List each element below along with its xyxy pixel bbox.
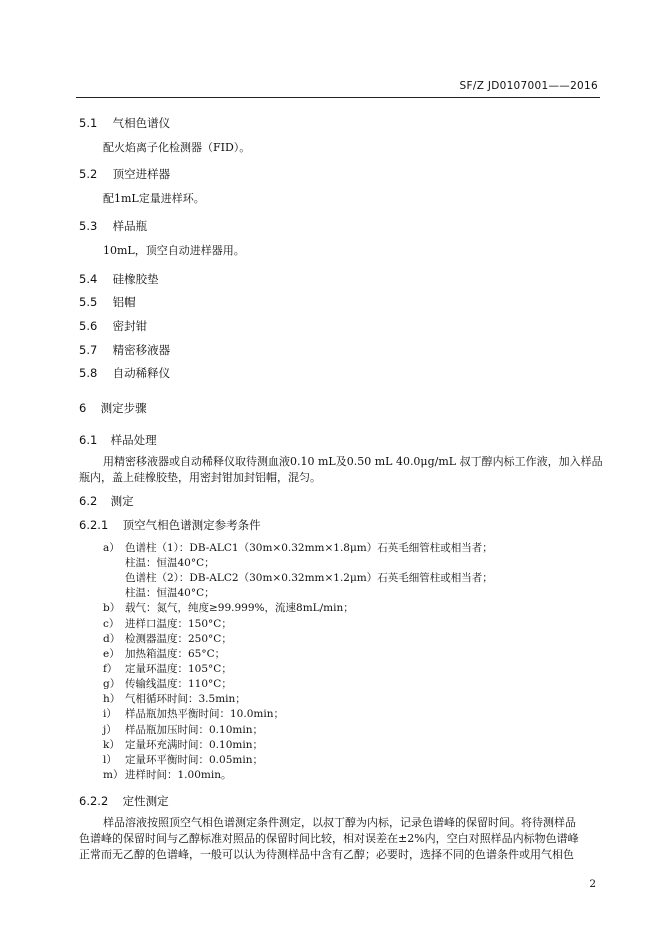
condition-item-c [103,617,232,632]
section-title: 密封钳 [112,319,148,333]
section-title: 顶空气相色谱测定参考条件 [122,518,261,532]
item-label: i） [103,708,117,720]
heading-5-7 [79,342,170,358]
heading-6-2-1 [79,517,261,533]
item-label: j） [103,724,117,736]
item-text: 进样时间：1.00min。 [125,769,232,781]
item-text: 加热箱温度：65°C； [125,648,226,660]
paragraph-line: 用精密移液器或自动稀释仪取待测血液0.10 mL及0.50 mL 40.0μg/mL 叔丁醇内标工作液，加入样品 [103,455,603,468]
condition-item-l [103,753,263,768]
section-title: 自动稀释仪 [112,366,171,380]
item-text: 色谱柱（1）：DB-ALC1（30m×0.32mm×1.8μm）石英毛细管柱或相当者； [125,542,493,554]
section-body: 配火焰离子化检测器（FID）。 [103,141,251,154]
heading-5-1 [79,115,170,131]
section-body: 配1mL定量进样环。 [103,192,205,205]
page-number: 2 [589,878,596,890]
section-number: 5.1 [79,116,98,130]
item-label: h） [103,693,121,705]
section-number: 5.3 [79,219,98,233]
heading-5-8 [79,365,170,381]
section-title: 气相色谱仪 [112,116,171,130]
item-label: c） [103,618,120,630]
section-title: 铝帽 [112,295,136,309]
condition-item-j [103,723,263,738]
condition-item-k [103,738,263,753]
condition-item-h [103,692,246,707]
section-number: 5.5 [79,295,98,309]
condition-item-a [103,541,493,556]
item-label: a） [103,542,120,554]
item-text: 载气：氮气，纯度≥99.999%，流速8mL/min； [125,602,354,614]
item-label: b） [103,602,121,614]
item-text: 定量环平衡时间：0.05min； [125,754,263,766]
condition-item-e [103,647,225,662]
item-text: 定量环充满时间：0.10min； [125,739,263,751]
item-text: 定量环温度：105°C； [125,663,232,675]
item-label: l） [103,754,117,766]
item-text: 样品瓶加压时间：0.10min； [125,724,263,736]
condition-item-g [103,677,232,692]
heading-5-6 [79,318,147,334]
section-number: 6.1 [79,433,98,447]
item-text: 传输线温度：110°C； [125,678,232,690]
section-title: 测定 [110,494,134,508]
section-number: 6.2.1 [79,518,109,532]
condition-subline: 柱温：恒温40°C； [125,587,215,599]
section-number: 5.7 [79,343,98,357]
section-title: 样品处理 [110,433,157,447]
condition-item-i [103,707,284,722]
heading-5-5 [79,294,136,310]
section-title: 样品瓶 [112,219,148,233]
condition-subline: 柱温：恒温40°C； [125,557,215,569]
section-title: 顶空进样器 [112,167,171,181]
item-text: 进样口温度：150°C； [125,618,232,630]
item-label: d） [103,633,121,645]
paragraph-line: 瓶内，盖上硅橡胶垫，用密封钳加封铝帽，混匀。 [79,471,321,484]
heading-6-2 [79,493,134,509]
section-number: 5.4 [79,272,98,286]
heading-6 [79,400,147,416]
condition-subline: 色谱柱（2）：DB-ALC2（30m×0.32mm×1.2μm）石英毛细管柱或相当者； [125,572,493,584]
section-number: 6.2 [79,494,98,508]
section-number: 6.2.2 [79,794,109,808]
item-text: 样品瓶加热平衡时间：10.0min； [125,708,284,720]
header-rule [76,97,600,98]
condition-item-m [103,768,231,783]
heading-5-4 [79,271,159,287]
item-label: f） [103,663,118,675]
heading-5-2 [79,166,170,182]
paragraph-line: 样品溶液按照顶空气相色谱测定条件测定，以叔丁醇为内标，记录色谱峰的保留时间。将待测样品 [103,816,576,829]
paragraph-line: 正常而无乙醇的色谱峰，一般可以认为待测样品中含有乙醇；必要时，选择不同的色谱条件或用气相色 [79,848,574,861]
section-number: 5.8 [79,366,98,380]
paragraph-sample-processing [79,454,603,486]
heading-5-3 [79,218,147,234]
item-label: g） [103,678,121,690]
document-code: SF/Z JD0107001——2016 [459,80,598,92]
section-title: 测定步骤 [100,401,147,415]
item-label: e） [103,648,120,660]
condition-item-f [103,662,232,677]
item-label: k） [103,739,120,751]
heading-6-1 [79,432,157,448]
section-title: 硅橡胶垫 [112,272,159,286]
paragraph-line: 色谱峰的保留时间与乙醇标准对照品的保留时间比较，相对误差在±2%内，空白对照样品内标物色谱峰 [79,832,579,845]
section-number: 5.6 [79,319,98,333]
item-text: 气相循环时间：3.5min； [125,693,246,705]
section-title: 定性测定 [122,794,169,808]
section-title: 精密移液器 [112,343,171,357]
item-text: 检测器温度：250°C； [125,633,232,645]
condition-item-d [103,632,232,647]
condition-item-b [103,601,354,616]
section-body: 10mL，顶空自动进样器用。 [103,244,245,257]
paragraph-qualitative [79,815,599,863]
section-number: 5.2 [79,167,98,181]
item-label: m） [103,769,124,781]
heading-6-2-2 [79,793,169,809]
section-number: 6 [79,401,87,415]
